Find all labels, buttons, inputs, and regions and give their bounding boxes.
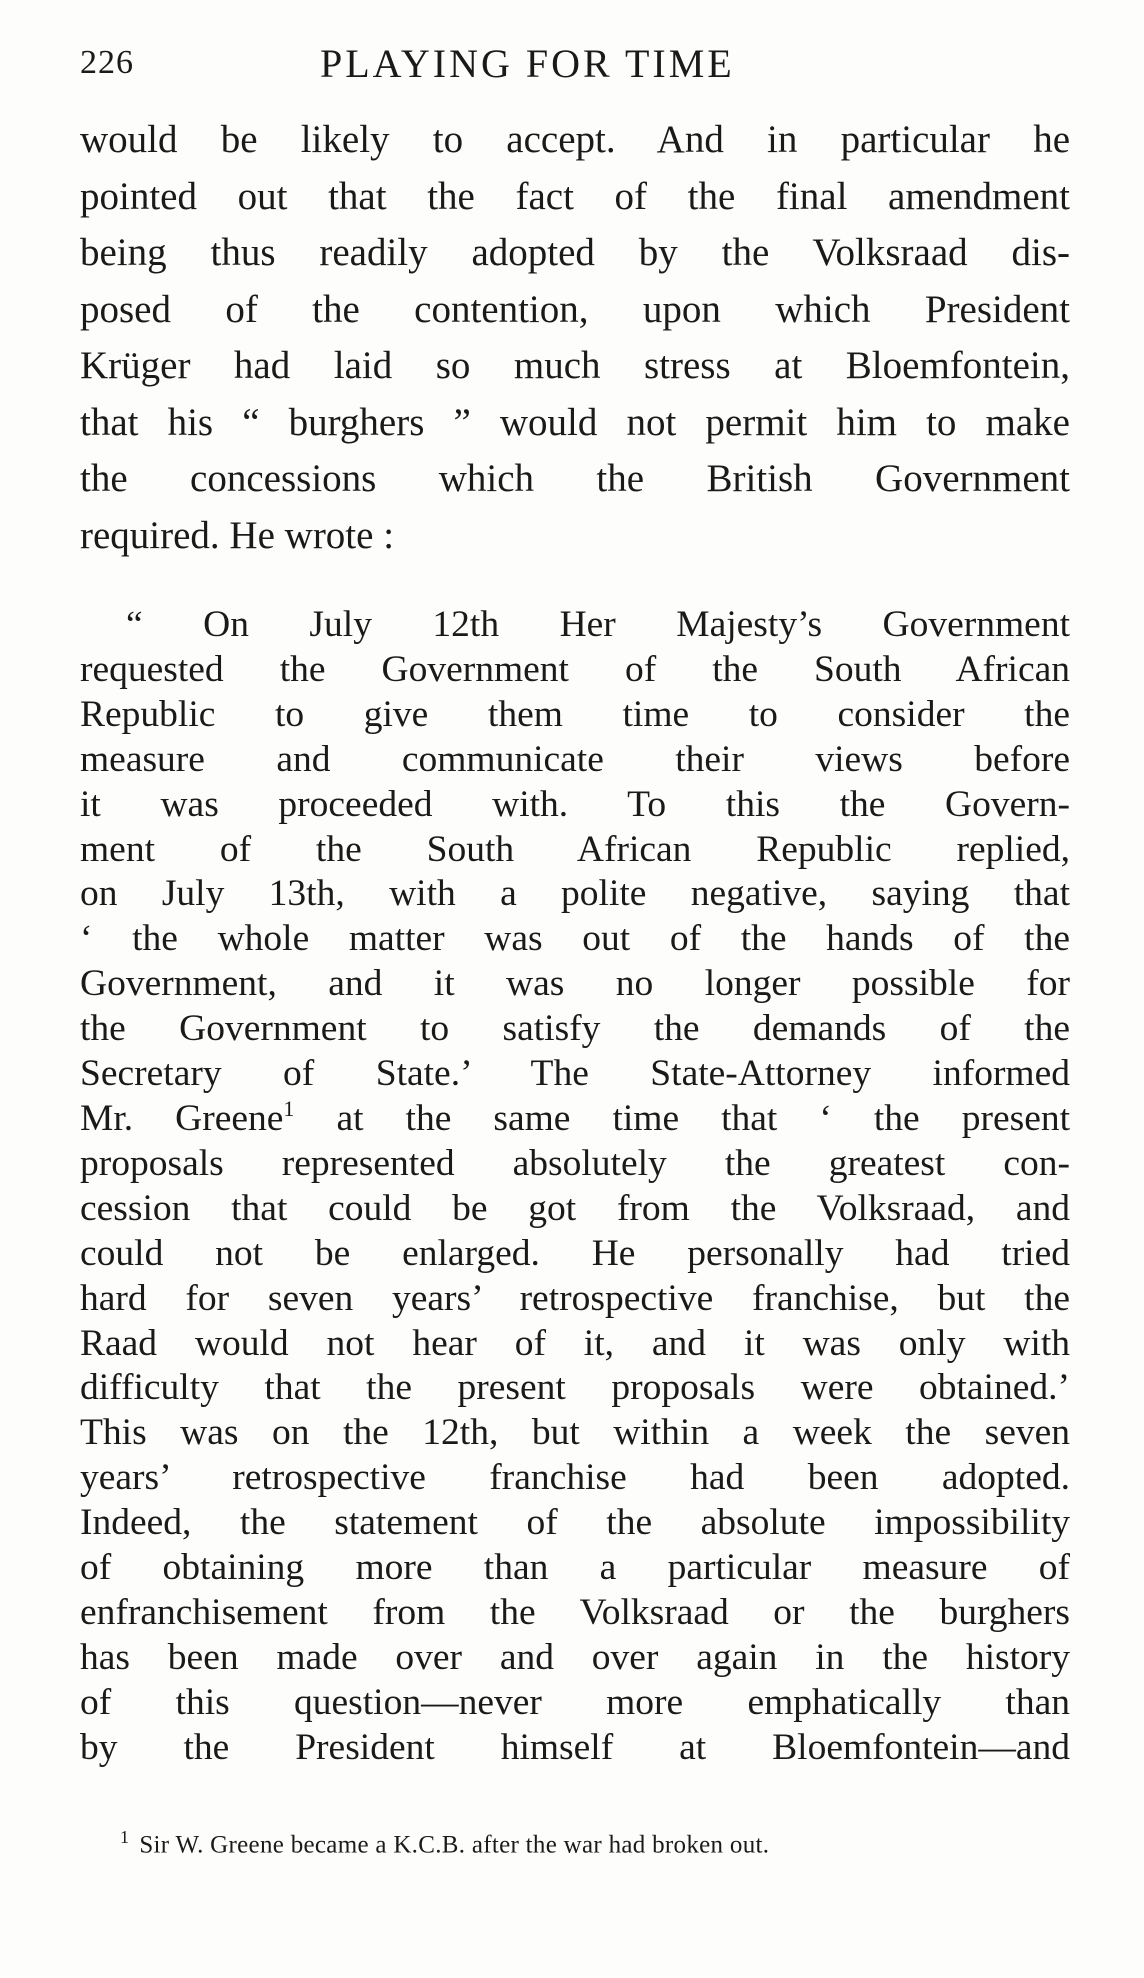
text-line: has been made over and over again in the history — [80, 1636, 1070, 1678]
text-line-with-footnote-ref — [80, 1097, 1070, 1142]
text-line: This was on the 12th, but within a week the seven — [80, 1412, 1070, 1454]
text-fragment: Mr. Greene — [80, 1097, 284, 1139]
footnote-reference: 1 — [283, 1095, 295, 1121]
text-line: the concessions which the British Government — [80, 457, 1070, 500]
text-line: measure and communicate their views before — [80, 738, 1070, 780]
text-line: of this question—never more emphatically than — [80, 1681, 1070, 1723]
text-line: Republic to give them time to consider the — [80, 693, 1070, 735]
text-line: Krüger had laid so much stress at Bloemfontein, — [80, 344, 1070, 387]
text-line: on July 13th, with a polite negative, saying that — [80, 873, 1070, 915]
text-line: cession that could be got from the Volksraad, and — [80, 1187, 1070, 1229]
text-line: proposals represented absolutely the greatest con- — [80, 1142, 1070, 1184]
body-paragraph — [80, 112, 1070, 564]
text-fragment: at the same time that ‘ the present — [294, 1097, 1071, 1139]
text-line: being thus readily adopted by the Volksraad dis- — [80, 231, 1070, 274]
text-line: years’ retrospective franchise had been adopted. — [80, 1457, 1070, 1499]
text-line: required. He wrote : — [80, 513, 395, 557]
footnote-mark: 1 — [120, 1827, 130, 1847]
text-line: Raad would not hear of it, and it was only with — [80, 1322, 1070, 1364]
text-line: Secretary of State.’ The State-Attorney informed — [80, 1053, 1070, 1095]
quoted-passage — [80, 603, 1070, 1771]
page-number: 226 — [80, 44, 134, 81]
running-head — [80, 41, 1070, 94]
text-line: could not be enlarged. He personally had tried — [80, 1232, 1070, 1274]
text-line: it was proceeded with. To this the Govern- — [80, 783, 1070, 825]
text-line: hard for seven years’ retrospective franchise, but the — [80, 1277, 1070, 1319]
text-line: Indeed, the statement of the absolute impossibility — [80, 1502, 1070, 1544]
text-line: would be likely to accept. And in particular he — [80, 118, 1070, 161]
text-line: difficulty that the present proposals were obtained.’ — [80, 1367, 1070, 1409]
text-line: posed of the contention, upon which President — [80, 287, 1070, 331]
text-line: pointed out that the fact of the final amendment — [80, 174, 1070, 218]
text-line: by the President himself at Bloemfontein—and — [80, 1726, 1070, 1768]
text-line: “ On July 12th Her Majesty’s Government — [126, 604, 1070, 645]
text-line: Government, and it was no longer possible for — [80, 963, 1070, 1005]
text-line: the Government to satisfy the demands of the — [80, 1008, 1070, 1050]
text-line: of obtaining more than a particular measure of — [80, 1547, 1070, 1589]
text-line: ‘ the whole matter was out of the hands of the — [80, 918, 1070, 960]
footnote — [120, 1827, 769, 1859]
footnote-text: Sir W. Greene became a K.C.B. after the war had broken out. — [139, 1831, 770, 1859]
text-line: that his “ burghers ” would not permit him to make — [80, 400, 1070, 444]
text-line: ment of the South African Republic replied, — [80, 828, 1070, 870]
running-title: PLAYING FOR TIME — [320, 41, 735, 86]
text-line: enfranchisement from the Volksraad or the burghers — [80, 1591, 1070, 1633]
text-line: requested the Government of the South African — [80, 648, 1070, 690]
